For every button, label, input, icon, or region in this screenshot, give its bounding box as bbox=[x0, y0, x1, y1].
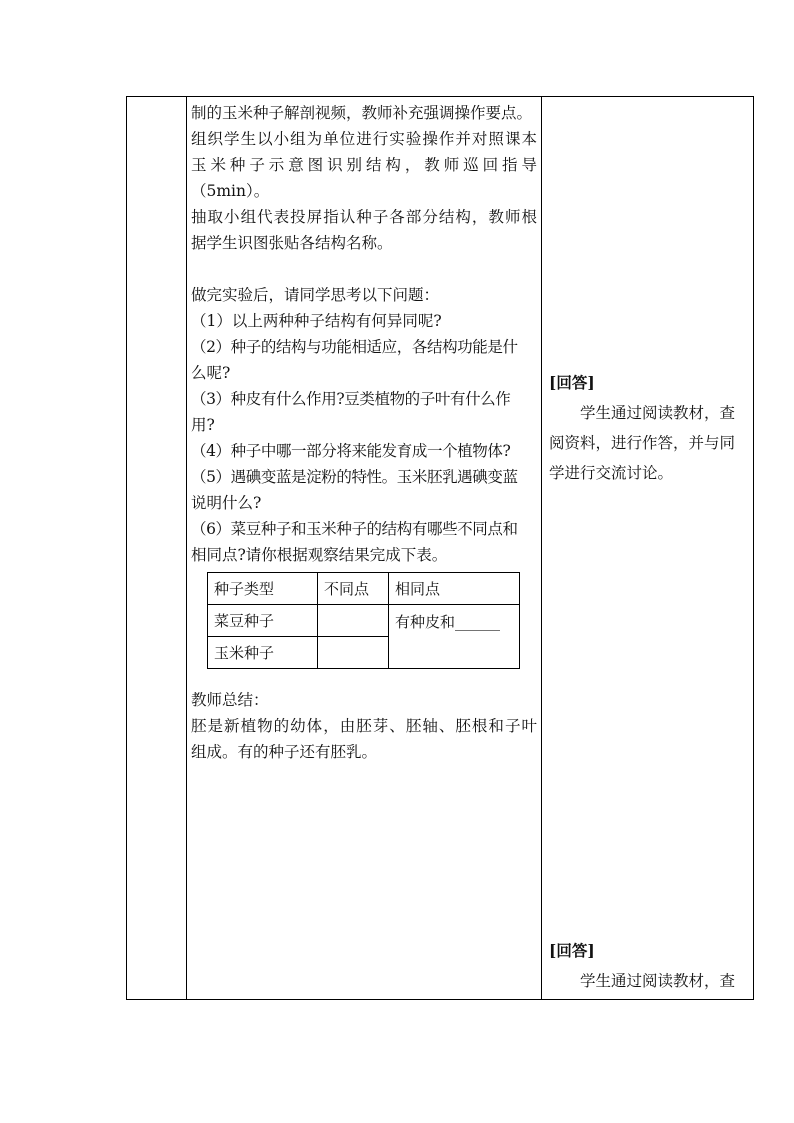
student-activity-block-2 bbox=[549, 936, 749, 996]
summary-line: 胚是新植物的幼体，由胚芽、胚轴、胚根和子叶 bbox=[191, 717, 537, 735]
table-cell: 菜豆种子 bbox=[208, 605, 318, 637]
table-row bbox=[208, 573, 520, 605]
common-points-cell[interactable]: 有种皮和______ bbox=[389, 605, 520, 669]
question-1: （1）以上两种种子结构有何异同呢? bbox=[191, 312, 442, 330]
question-6-cont: 相同点?请你根据观察结果完成下表。 bbox=[191, 546, 448, 564]
paragraph-line: 抽取小组代表投屏指认种子各部分结构，教师根 bbox=[191, 208, 537, 226]
summary-title: 教师总结： bbox=[191, 691, 269, 709]
answer-line: 学进行交流讨论。 bbox=[549, 464, 674, 482]
question-prompt: 做完实验后，请同学思考以下问题： bbox=[191, 286, 440, 304]
teacher-activity-column bbox=[191, 100, 537, 765]
paragraph-line: 组织学生以小组为单位进行实验操作并对照课本 bbox=[191, 130, 537, 148]
summary-line: 组成。有的种子还有胚乳。 bbox=[191, 743, 378, 761]
table-cell-blank[interactable] bbox=[318, 605, 389, 637]
paragraph-line: 玉米种子示意图识别结构，教师巡回指导 bbox=[191, 156, 537, 174]
question-4: （4）种子中哪一部分将来能发育成一个植物体? bbox=[191, 442, 511, 460]
question-3-cont: 用? bbox=[191, 416, 215, 434]
question-2-cont: 么呢? bbox=[191, 364, 231, 382]
answer-line: 阅资料，进行作答，并与同 bbox=[549, 434, 736, 452]
column-divider-left bbox=[186, 97, 187, 999]
table-header-cell: 不同点 bbox=[318, 573, 389, 605]
table-cell-blank[interactable] bbox=[318, 637, 389, 669]
table-header-cell: 种子类型 bbox=[208, 573, 318, 605]
question-6: （6）菜豆种子和玉米种子的结构有哪些不同点和 bbox=[191, 520, 518, 538]
answer-line: 学生通过阅读教材，查 bbox=[580, 972, 736, 990]
question-3: （3）种皮有什么作用?豆类植物的子叶有什么作 bbox=[191, 390, 511, 408]
paragraph-line: （5min）。 bbox=[191, 182, 270, 200]
comparison-table bbox=[207, 572, 520, 669]
column-divider-right bbox=[541, 97, 542, 999]
paragraph-line: 据学生识图张贴各结构名称。 bbox=[191, 234, 393, 252]
table-header-cell: 相同点 bbox=[389, 573, 520, 605]
answer-label: [回答] bbox=[549, 373, 595, 392]
question-2: （2）种子的结构与功能相适应，各结构功能是什 bbox=[191, 338, 518, 356]
question-5-cont: 说明什么? bbox=[191, 494, 262, 512]
table-row bbox=[208, 605, 520, 637]
student-activity-block-1 bbox=[549, 368, 749, 488]
answer-line: 学生通过阅读教材，查 bbox=[580, 404, 736, 422]
answer-label: [回答] bbox=[549, 941, 595, 960]
question-5: （5）遇碘变蓝是淀粉的特性。玉米胚乳遇碘变蓝 bbox=[191, 468, 518, 486]
table-cell: 玉米种子 bbox=[208, 637, 318, 669]
intro-line: 制的玉米种子解剖视频，教师补充强调操作要点。 bbox=[191, 104, 533, 122]
